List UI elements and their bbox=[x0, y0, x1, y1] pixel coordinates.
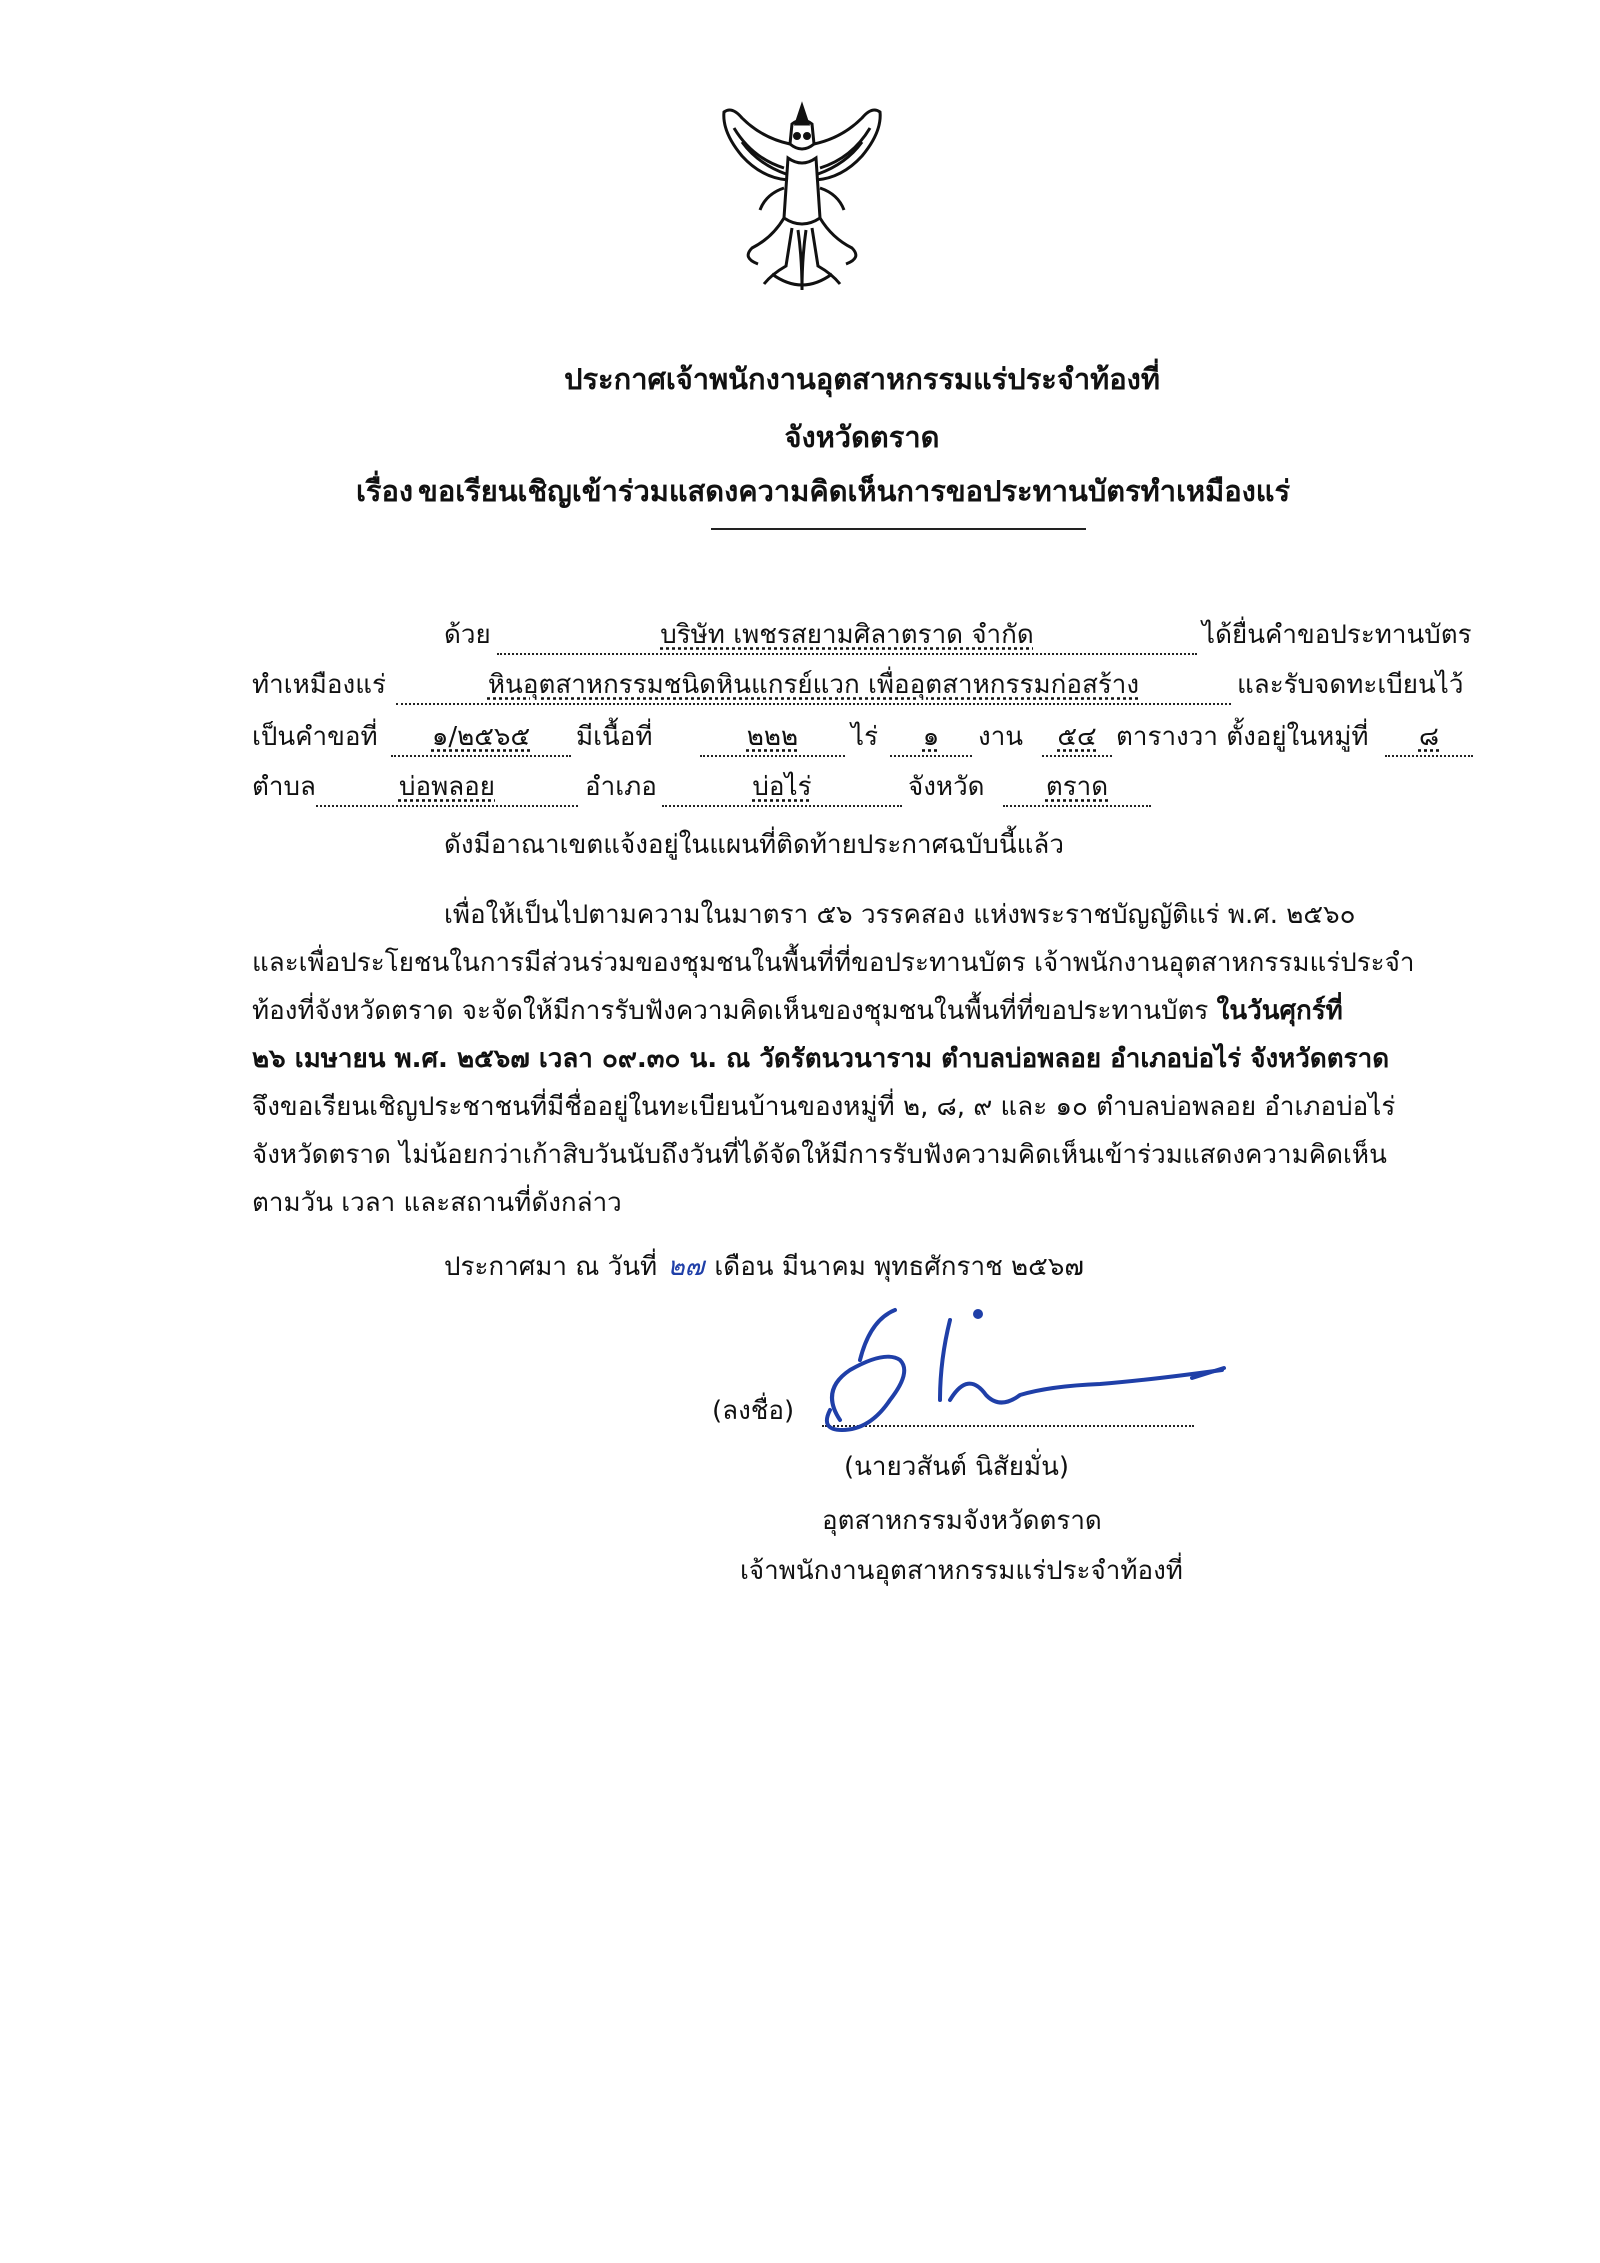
body-line-3 bbox=[252, 996, 1343, 1027]
date-suffix: เดือน มีนาคม พุทธศักราช ๒๕๖๗ bbox=[714, 1252, 1084, 1282]
p2-label: ทำเหมืองแร่ bbox=[252, 670, 386, 700]
p1-tail: ได้ยื่นคำขอประทานบัตร bbox=[1202, 620, 1472, 650]
header-title: ประกาศเจ้าพนักงานอุตสาหกรรมแร่ประจำท้องที่ bbox=[564, 362, 1160, 396]
ngan-label: งาน bbox=[978, 722, 1024, 752]
body-line-5: จึงขอเรียนเชิญประชาชนที่มีชื่ออยู่ในทะเบียนบ้านของหมู่ที่ ๒, ๘, ๙ และ ๑๐ ตำบลบ่อพลอย อำเภอบ่อไร่ bbox=[252, 1092, 1396, 1122]
boundary-note: ดังมีอาณาเขตแจ้งอยู่ในแผนที่ติดท้ายประกาศฉบับนี้แล้ว bbox=[444, 830, 1064, 860]
subject-label: เรื่อง bbox=[356, 474, 414, 508]
subject-text: ขอเรียนเชิญเข้าร่วมแสดงความคิดเห็นการขอประทานบัตรทำเหมืองแร่ bbox=[418, 474, 1291, 508]
wa-value: ๕๔ bbox=[1057, 722, 1097, 752]
company-field bbox=[497, 620, 1197, 655]
rai-field bbox=[700, 722, 845, 757]
amphoe-label: อำเภอ bbox=[585, 772, 657, 802]
moo-value: ๘ bbox=[1418, 722, 1440, 752]
date-line bbox=[444, 1252, 1084, 1283]
mineral-field bbox=[396, 670, 1231, 705]
amphoe-field bbox=[662, 772, 902, 807]
body-line-3b: ในวันศุกร์ที่ bbox=[1216, 996, 1343, 1026]
p3-label: เป็นคำขอที่ bbox=[252, 722, 378, 752]
province-field bbox=[1003, 772, 1151, 807]
sign-label: (ลงชื่อ) bbox=[712, 1396, 795, 1426]
signer-title-1: อุตสาหกรรมจังหวัดตราด bbox=[822, 1506, 1102, 1536]
body-line-3a: ท้องที่จังหวัดตราด จะจัดให้มีการรับฟังความคิดเห็นของชุมชนในพื้นที่ที่ขอประทานบัตร bbox=[252, 996, 1209, 1026]
province-label: จังหวัด bbox=[908, 772, 985, 802]
body-line-7: ตามวัน เวลา และสถานที่ดังกล่าว bbox=[252, 1188, 622, 1218]
wa-field bbox=[1042, 722, 1112, 757]
date-prefix: ประกาศมา ณ วันที่ bbox=[444, 1252, 658, 1282]
rai-label: ไร่ bbox=[851, 722, 879, 752]
body-line-1: เพื่อให้เป็นไปตามความในมาตรา ๕๖ วรรคสอง แห่งพระราชบัญญัติแร่ พ.ศ. ๒๕๖๐ bbox=[444, 900, 1356, 930]
moo-field bbox=[1385, 722, 1473, 757]
garuda-emblem-icon bbox=[712, 98, 892, 298]
area-label: มีเนื้อที่ bbox=[576, 722, 653, 752]
ngan-value: ๑ bbox=[922, 722, 940, 752]
request-no-value: ๑/๒๕๖๕ bbox=[431, 722, 531, 752]
ngan-field bbox=[890, 722, 972, 757]
header-divider bbox=[711, 528, 1086, 530]
p2-tail: และรับจดทะเบียนไว้ bbox=[1237, 670, 1464, 700]
company-value: บริษัท เพชรสยามศิลาตราด จำกัด bbox=[660, 620, 1034, 650]
signer-title-2: เจ้าพนักงานอุตสาหกรรมแร่ประจำท้องที่ bbox=[740, 1556, 1183, 1586]
province-value: ตราด bbox=[1045, 772, 1109, 802]
wa-label: ตารางวา ตั้งอยู่ในหมู่ที่ bbox=[1116, 722, 1369, 752]
header-province: จังหวัดตราด bbox=[784, 420, 940, 454]
body-line-2: และเพื่อประโยชนในการมีส่วนร่วมของชุมชนในพื้นที่ที่ขอประทานบัตร เจ้าพนักงานอุตสาหกรรมแร่ประจำ bbox=[252, 948, 1415, 978]
tambon-field bbox=[316, 772, 578, 807]
amphoe-value: บ่อไร่ bbox=[752, 772, 812, 802]
p1-label: ด้วย bbox=[444, 620, 491, 650]
body-line-4: ๒๖ เมษายน พ.ศ. ๒๕๖๗ เวลา ๐๙.๓๐ น. ณ วัดรัตนวนาราม ตำบลบ่อพลอย อำเภอบ่อไร่ จังหวัดตราด bbox=[252, 1044, 1390, 1074]
signer-name: (นายวสันต์ นิสัยมั่น) bbox=[844, 1452, 1070, 1482]
mineral-value: หินอุตสาหกรรมชนิดหินแกรย์แวก เพื่ออุตสาหกรรมก่อสร้าง bbox=[487, 670, 1140, 700]
handwritten-signature bbox=[800, 1300, 1240, 1450]
rai-value: ๒๒๒ bbox=[746, 722, 799, 752]
body-line-6: จังหวัดตราด ไม่น้อยกว่าเก้าสิบวันนับถึงวันที่ได้จัดให้มีการรับฟังความคิดเห็นเข้าร่วมแสดงความคิดเห็น bbox=[252, 1140, 1387, 1170]
date-day: ๒๗ bbox=[667, 1252, 705, 1282]
p4-label: ตำบล bbox=[252, 772, 316, 802]
request-no-field bbox=[391, 722, 571, 757]
tambon-value: บ่อพลอย bbox=[398, 772, 496, 802]
